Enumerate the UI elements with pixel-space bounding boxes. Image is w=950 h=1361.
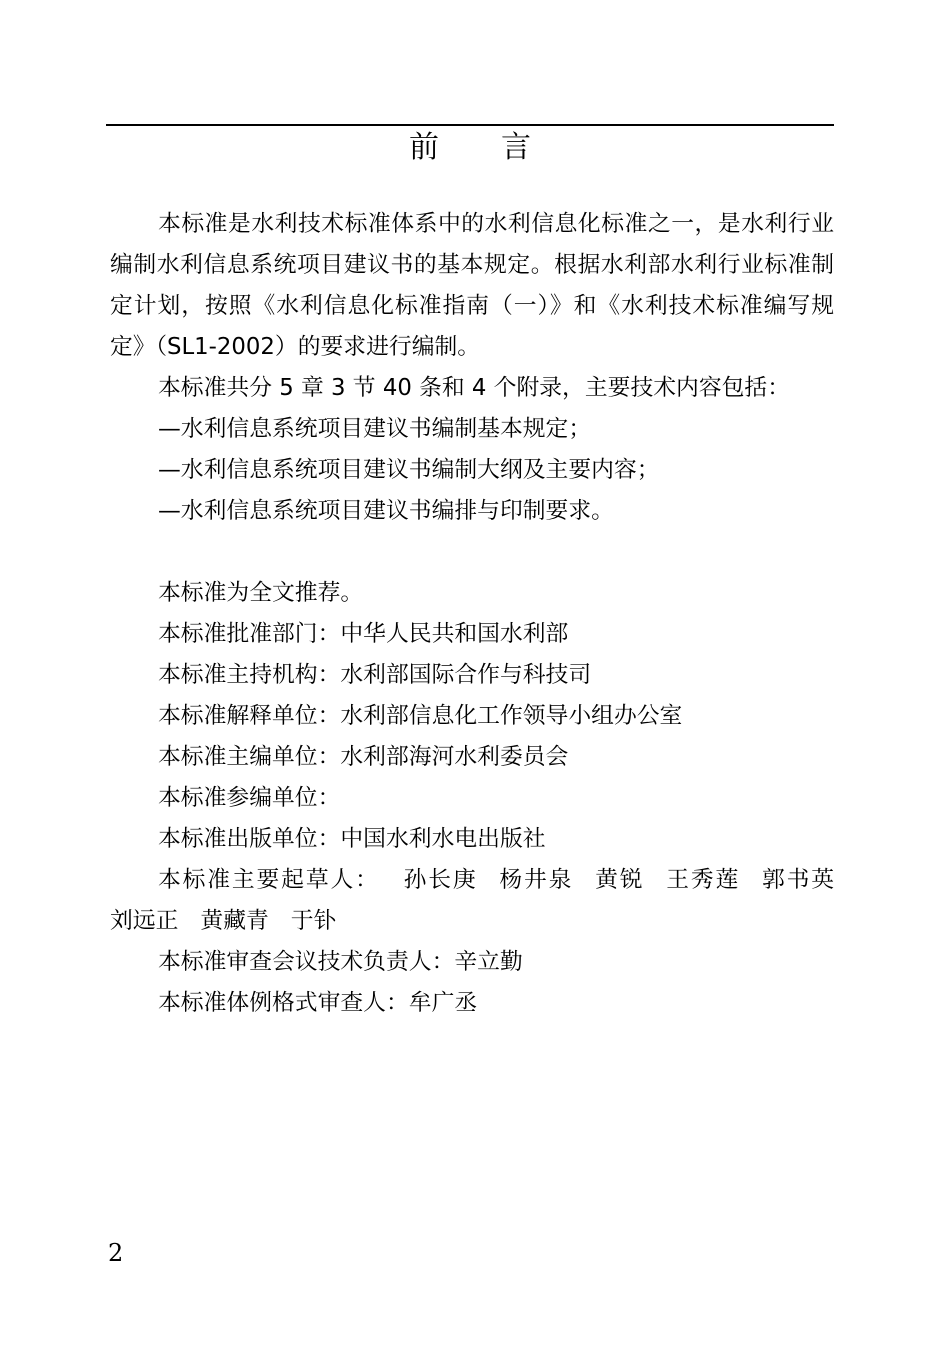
page-title bbox=[106, 127, 834, 169]
drafter-name: 黄锐 bbox=[593, 867, 645, 893]
content-item-1: —水利信息系统项目建议书编制基本规定； bbox=[158, 416, 592, 442]
drafter-name: 孙长庚 bbox=[401, 867, 478, 893]
chief-editor-unit-line: 本标准主编单位：水利部海河水利委员会 bbox=[158, 744, 569, 770]
preface-body bbox=[110, 204, 834, 1024]
title-part-2: 言 bbox=[501, 130, 531, 165]
top-rule bbox=[106, 124, 834, 126]
participating-units-line: 本标准参编单位： bbox=[158, 785, 341, 811]
drafters-label: 本标准主要起草人： bbox=[158, 867, 380, 893]
structure-paragraph: 本标准共分 5 章 3 节 40 条和 4 个附录，主要技术内容包括： bbox=[158, 375, 791, 401]
drafter-name: 杨井泉 bbox=[497, 867, 574, 893]
drafter-name: 于钋 bbox=[290, 908, 337, 934]
format-reviewer-line: 本标准体例格式审查人：牟广丞 bbox=[158, 990, 478, 1016]
drafter-name: 黄藏青 bbox=[200, 908, 269, 934]
intro-paragraph: 本标准是水利技术标准体系中的水利信息化标准之一，是水利行业编制水利信息系统项目建议书的基本规定。根据水利部水利行业标准制定计划，按照《水利信息化标准指南（一）》和《水利技术标准编写规定》（SL1-2002）的要求进行编制。 bbox=[110, 211, 834, 360]
drafter-name: 刘远正 bbox=[110, 908, 179, 934]
publisher-line: 本标准出版单位：中国水利水电出版社 bbox=[158, 826, 546, 852]
interpretation-unit-line: 本标准解释单位：水利部信息化工作领导小组办公室 bbox=[158, 703, 683, 729]
drafter-name: 王秀莲 bbox=[664, 867, 741, 893]
approval-department-line: 本标准批准部门：中华人民共和国水利部 bbox=[158, 621, 569, 647]
drafter-name: 郭书英 bbox=[760, 867, 835, 893]
page-number: 2 bbox=[108, 1239, 124, 1267]
content-item-3: —水利信息系统项目建议书编排与印制要求。 bbox=[158, 498, 614, 524]
review-lead-line: 本标准审查会议技术负责人：辛立勤 bbox=[158, 949, 523, 975]
title-part-1: 前 bbox=[409, 130, 439, 165]
drafters-line-2 bbox=[110, 901, 834, 942]
drafters-line-1 bbox=[110, 860, 834, 901]
paragraph-spacer bbox=[110, 532, 834, 573]
content-item-2: —水利信息系统项目建议书编制大纲及主要内容； bbox=[158, 457, 660, 483]
host-organization-line: 本标准主持机构：水利部国际合作与科技司 bbox=[158, 662, 592, 688]
recommendation-line: 本标准为全文推荐。 bbox=[158, 580, 364, 606]
